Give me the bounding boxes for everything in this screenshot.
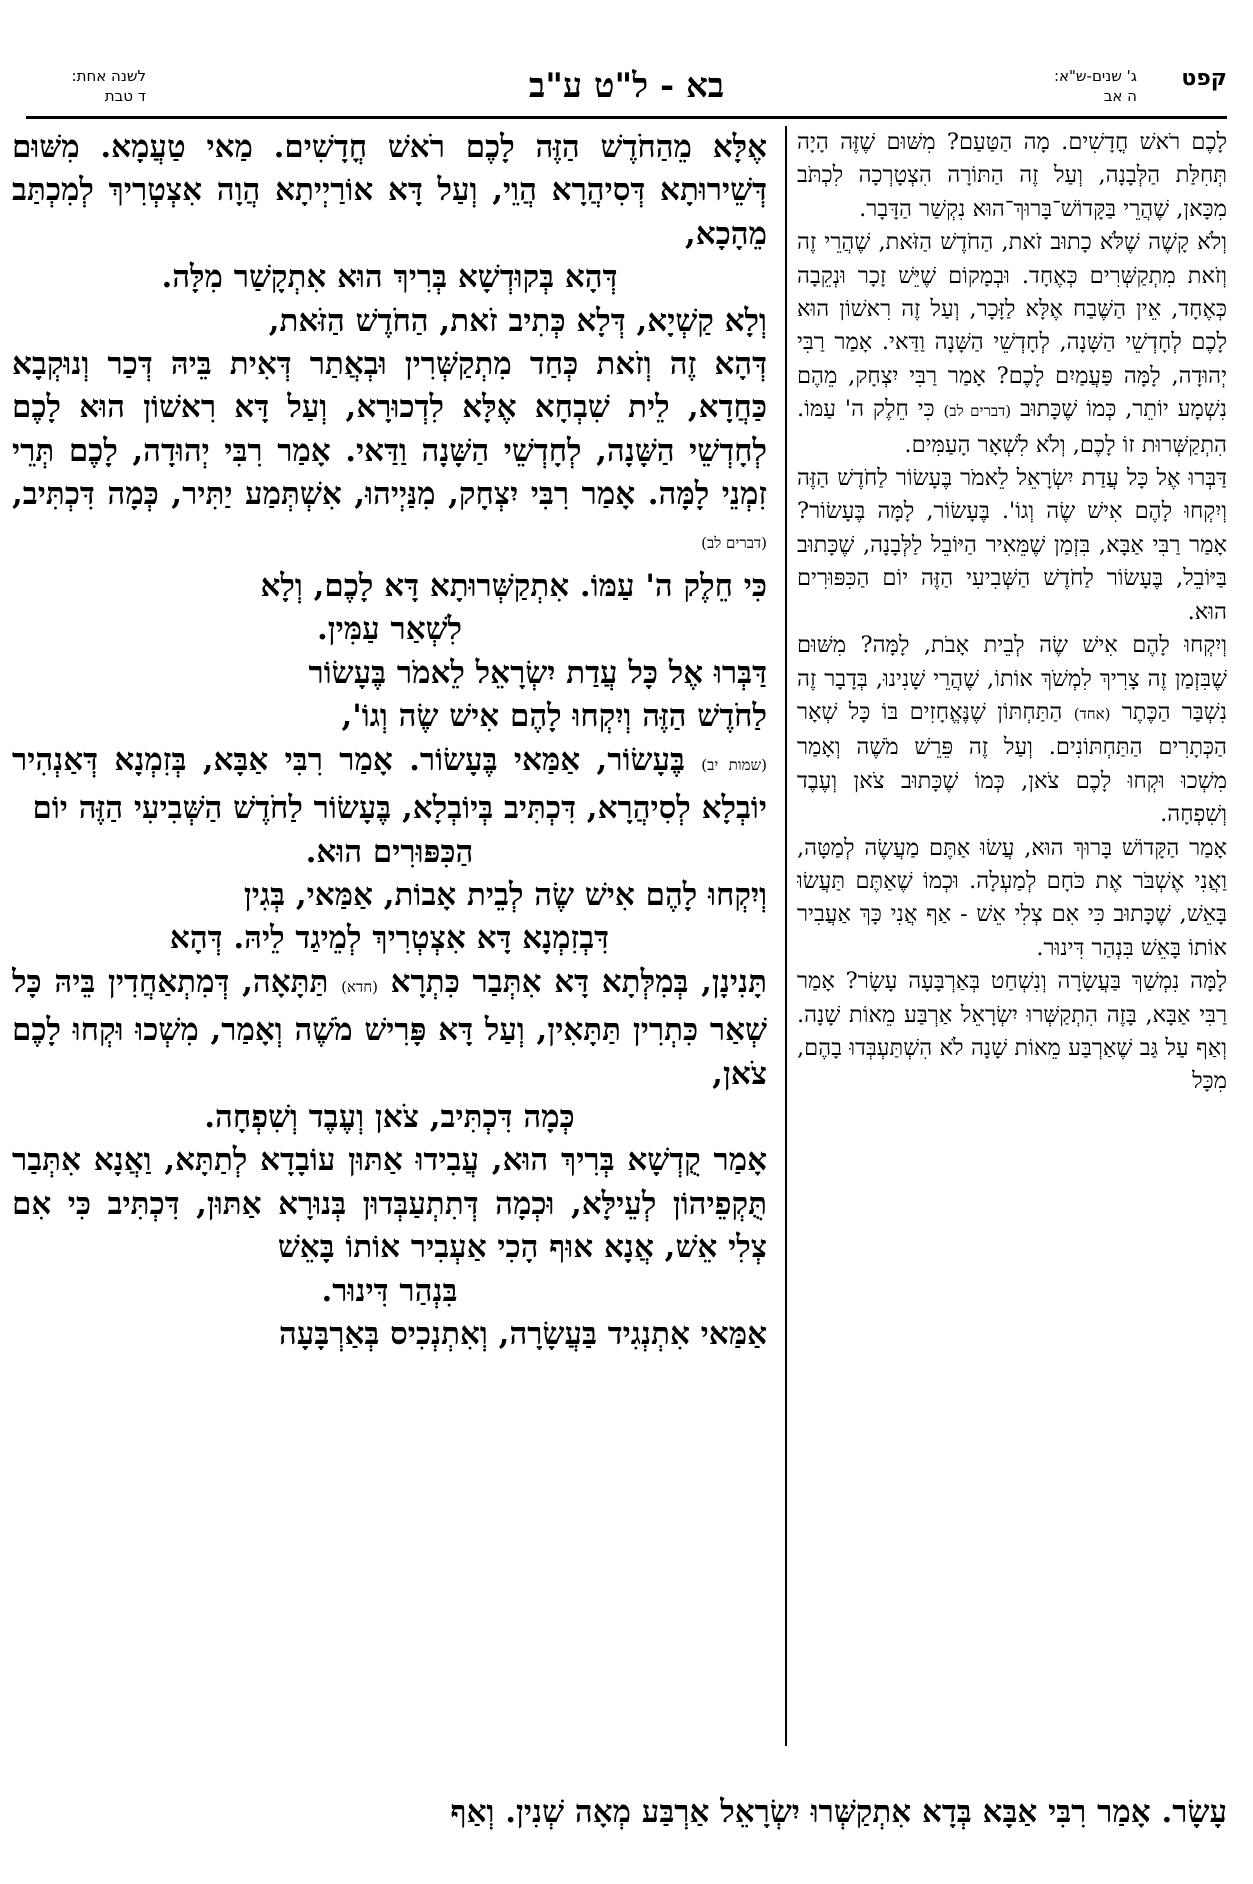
one-year-date: ד טבת <box>104 87 146 105</box>
aramaic-main-column <box>12 126 767 1748</box>
page-header <box>26 66 1227 122</box>
verse-reference: (אחד) <box>1073 704 1111 723</box>
hebrew-translation-column <box>797 126 1227 1748</box>
column-divider <box>785 126 787 1746</box>
main-paragraph: וְלָא קַשְׁיָא, דְּלָא כְּתִיב זֹאת, הַחֹדֶשׁ הַזֹּאת, <box>268 302 767 339</box>
main-paragraph: דְּהָא בְּקוּדְשָׁא בְּרִיךְ הוּא אִתְקָשַׁר מִלָּה. <box>161 259 618 296</box>
main-paragraph <box>12 739 767 831</box>
main-text: בֶּעָשׂוֹר, אַמַּאי בֶּעָשׂוֹר. אָמַר רִבִּי אַבָּא, בְּזִמְנָא דְּאַנְהִיר יוֹבְלָא לְסִיהֲרָא, דִּכְתִּיב בְּיוֹבְלָא, בֶּעָשׂוֹר לַחֹדֶשׁ הַשְּׁבִיעִי הַזֶּה יוֹם <box>12 741 767 827</box>
folio-number: קפט <box>1181 66 1227 91</box>
side-text: וְלֹא קָשֶׁה שֶׁלֹּא כָתוּב זֹאת, הַחֹדֶשׁ הַזֹּאת, שֶׁהֲרֵי זֶה וְזֹאת מִתְקַשְּׁרִים כְּאֶחָד. וּבְמָקוֹם שֶׁיֵּשׁ זָכָר וּנְקֵבָה כְּאֶחָד, אֵין הַשֶּׁבַח אֶלָּא לַזָּכָר, וְעַל זֶה רִאשׁוֹן הוּא לָכֶם לְחָדְשֵׁי הַשָּׁנָה, לְחָדְשֵׁי הַשָּׁנָה וַדַּאי. אָמַר רַבִּי יְהוּדָה, לָמָּה פַּעֲמַיִם לָכֶם? אָמַר רַבִּי יִצְחָק, מֵהֶם נִשְׁמָע יוֹתֵר, כְּמוֹ שֶׁכָּתוּב <box>797 229 1227 423</box>
side-paragraph <box>797 226 1227 462</box>
verse-reference: (דברים לב) <box>701 533 767 552</box>
side-text: כִּי חֵלֶק ה' עַמּוֹ. הִתְקַשְּׁרוּת זוֹ לָכֶם, וְלֹא לִשְׁאָר הָעַמִּים. <box>797 396 1227 458</box>
one-year-cycle <box>26 66 146 106</box>
main-paragraph: לִשְׁאַר עַמִּין. <box>316 611 463 648</box>
main-paragraph: לַחֹדֶשׁ הַזֶּה וְיִקְחוּ לָהֶם אִישׁ שֶׂה וְגוֹ', <box>341 698 767 735</box>
main-text: דְּהָא זֶה וְזֹאת כְּחַד מִתְקַשְּׁרִין וּבְאֲתַר דְּאִית בֵּיהּ דְּכַר וְנוּקְבָא כַּחֲדָא, לֵית שִׁבְחָא אֶלָּא לִדְכוּרָא, וְעַל דָּא רִאשׁוֹן הוּא לָכֶם לְחָדְשֵׁי הַשָּׁנָה, לְחָדְשֵׁי הַשָּׁנָה וַדַּאי. אָמַר רִבִּי יְהוּדָה, לָכֶם תְּרֵי זִמְנֵי לָמָּה. אָמַר רִבִּי יִצְחָק, מִנַּיְיהוּ, אִשְׁתְּמַע יַתִּיר, כְּמָה דִּכְתִּיב, <box>12 346 767 513</box>
side-paragraph: לָמָּה נִמְשַׁךְ בַּעֲשָׂרָה וְנִשְׁחַט בְּאַרְבָּעָה עָשָׂר? אָמַר רַבִּי אַבָּא, בָּזֶה הִתְקַשְּׁרוּ יִשְׂרָאֵל אַרְבַּע מֵאוֹת שָׁנָה. וְאַף עַל גַּב שֶׁאַרְבַּע מֵאוֹת שָׁנָה לֹא הִשְׁתַּעְבְּדוּ בָהֶם, מִכָּל <box>797 968 1227 1095</box>
verse-reference: (שמות יב) <box>701 755 767 774</box>
side-paragraph <box>797 629 1227 831</box>
side-paragraph: דַּבְּרוּ אֶל כָּל עֲדַת יִשְׂרָאֵל לֵאמֹר בֶּעָשׂוֹר לַחֹדֶשׁ הַזֶּה וְיִקְחוּ לָהֶם אִישׁ שֶׂה וְגוֹ'. בֶּעָשׂוֹר, לָמָּה בֶּעָשׂוֹר? אָמַר רַבִּי אַבָּא, בִּזְמַן שֶׁמֵּאִיר הַיּוֹבֵל לַלְּבָנָה, שֶׁכָּתוּב בַּיּוֹבֵל, בֶּעָשׂוֹר לַחֹדֶשׁ הַשְּׁבִיעִי הַזֶּה יוֹם הַכִּפּוּרִים הוּא. <box>797 465 1227 625</box>
main-text: תַּתָּאָה, דְּמִתְאַחֲדִין בֵּיהּ כָּל שְׁאַר כִּתְרִין תַּתָּאִין, וְעַל דָּא פָּרִישׁ מֹשֶׁה וְאָמַר, מִשְׁכוּ וּקְחוּ לָכֶם צֹאן, <box>12 963 767 1092</box>
header-divider <box>26 116 1227 119</box>
side-paragraph: לָכֶם רֹאשׁ חֳדָשִׁים. מָה הַטַּעַם? מִשּׁוּם שֶׁזֶּה הָיָה תְּחִלַּת הַלְּבָנָה, וְעַל זֶה הַתּוֹרָה הִצְטָרְכָה לִכְתֹּב מִכָּאן, שֶׁהֲרֵי בַּקָּדוֹשׁ־בָּרוּךְ־הוּא נִקְשַׁר הַדָּבָר. <box>797 129 1227 222</box>
main-paragraph <box>12 343 767 565</box>
main-paragraph <box>12 961 767 1096</box>
verse-reference: (דברים לב) <box>943 402 1012 421</box>
one-year-label: לשנה אחת: <box>71 67 146 85</box>
main-paragraph: דִּבְזִמְנָא דָּא אִצְטְרִיךְ לְמֵיגַד לֵיהּ. דְּהָא <box>169 920 610 957</box>
three-year-date: ה אב <box>1103 87 1137 105</box>
side-paragraph: אָמַר הַקָּדוֹשׁ בָּרוּךְ הוּא, עֲשׂוּ אַתֶּם מַעֲשֶׂה לְמַטָּה, וַאֲנִי אֶשְׁבֹּר אֶת כֹּחָם לְמַעְלָה. וּכְמוֹ שֶׁאַתֶּם תַּעֲשׂוּ בָּאֵשׁ, שֶׁכָּתוּב כִּי אִם צְלִי אֵשׁ - אַף אֲנִי כָּךְ אַעֲבִיר אוֹתוֹ בָּאֵשׁ בִּנְהַר דִּינוּר. <box>797 834 1227 961</box>
main-text: תָּנִינָן, בְּמִלְּתָא דָּא אִתְּבַר כִּתְרָא <box>390 963 767 1000</box>
main-paragraph: כְּמָה דִּכְתִּיב, צֹאן וְעֶבֶד וְשִׁפְחָה. <box>204 1098 575 1135</box>
main-paragraph: אָמַר קֻדְשָׁא בְּרִיךְ הוּא, עֲבִידוּ אַתּוּן עוֹבָדָא לְתַתָּא, וַאֲנָא אִתְּבַר תֻּקְפֵיהוֹן לְעֵילָּא, וּכְמָה דְּתִתְעַבְּדוּן בְּנוּרָא אַתּוּן, דִּכְתִּיב כִּי אִם צְלִי אֵשׁ, אֲנָא אוּף הָכִי אַעְבִיר אוֹתוֹ בָּאֵשׁ <box>12 1142 767 1266</box>
side-text: וְיִקְחוּ לָהֶם אִישׁ שֶׂה לְבֵית אָבֹת, לָמָּה? מִשּׁוּם שֶׁבִּזְמַן זֶה צָרִיךְ לִמְשֹׁךְ אוֹתוֹ, שֶׁהֲרֵי שָׁנִינוּ, בְּדָבָר זֶה נִשְׁבַּר הַכֶּתֶר <box>797 632 1227 725</box>
main-paragraph: אַמַּאי אִתְנְגִיד בַּעֲשָׂרָה, וְאִתְנְכִיס בְּאַרְבָּעָה <box>278 1315 767 1352</box>
main-paragraph: וְיִקְחוּ לָהֶם אִישׁ שֶׂה לְבֵית אָבוֹת, אַמַּאי, בְּגִין <box>243 876 767 913</box>
main-paragraph: אֶלָּא מֵהַחֹדֶשׁ הַזֶּה לָכֶם רֹאשׁ חֳדָשִׁים. מַאי טַעֲמָא. מִשּׁוּם דְּשֵׁירוּתָא דְּסִיהֲרָא הֲוֵי, וְעַל דָּא אוֹרַיְיתָא הֲוָה אִצְטְרִיךְ לְמִכְתַּב מֵהָכָא, <box>12 129 767 252</box>
side-text: הַתַּחְתּוֹן שֶׁנֶּאֱחָזִים בּוֹ כָּל שְׁאָר הַכְּתָרִים הַתַּחְתּוֹנִים. וְעַל זֶה פֵּרֵשׁ מֹשֶׁה וְאָמַר מִשְׁכוּ וּקְחוּ לָכֶם צֹאן, כְּמוֹ שֶׁכָּתוּב צֹאן וְעֶבֶד וְשִׁפְחָה. <box>797 698 1227 828</box>
main-paragraph: כִּי חֵלֶק ה' עַמּוֹ. אִתְקַשְּׁרוּתָא דָּא לָכֶם, וְלָא <box>260 568 767 605</box>
verse-reference: (חדא) <box>341 977 378 996</box>
three-year-label: ג' שנים-ש"א: <box>1053 67 1137 85</box>
main-paragraph: בִּנְהַר דִּינוּר. <box>321 1272 458 1309</box>
main-paragraph: הַכִּפּוּרִים הוּא. <box>305 833 474 870</box>
page-title: בא - ל"ט ע"ב <box>528 66 725 106</box>
main-paragraph: דַּבְּרוּ אֶל כָּל עֲדַת יִשְׂרָאֵל לֵאמֹר בֶּעָשׂוֹר <box>308 654 767 691</box>
full-width-bottom-line: עָשָׂר. אָמַר רִבִּי אַבָּא בְּדָא אִתְקַשְּׁרוּ יִשְׂרָאֵל אַרְבַּע מְאָה שְׁנִין. וְאַף <box>450 1794 1227 1830</box>
